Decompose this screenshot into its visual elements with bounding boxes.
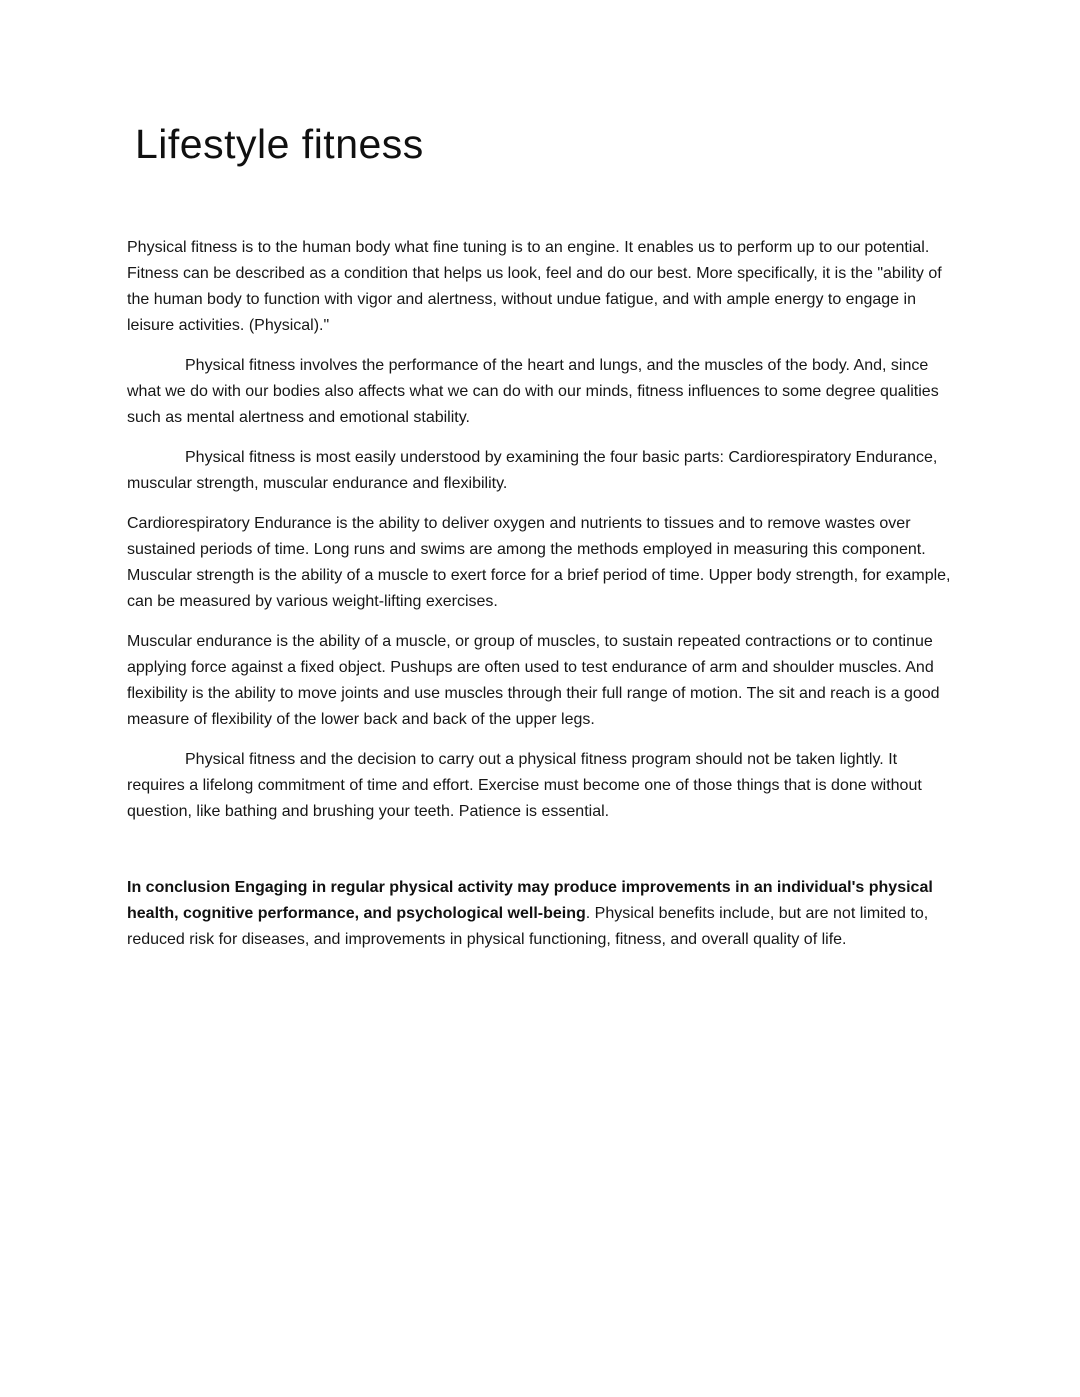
conclusion-bold-text: In conclusion Engaging in regular physical activity may produce improvements in an individual's physical health, cognitive performance, and psychological well-being [127,879,933,923]
paragraph-muscular-endurance: Muscular endurance is the ability of a muscle, or group of muscles, to sustain repeated contractions or to continue applying force against a fixed object. Pushups are often used to test endurance of arm and shoulder muscles. And flexibility is the ability to move joints and use muscles through their full range of motion. The sit and reach is a good measure of flexibility of the lower back and back of the upper legs. [127,633,940,729]
conclusion-regular-text: . Physical benefits include, but are not limited to, reduced risk for diseases, and improvements in physical functioning, fitness, and overall quality of life. [127,905,929,949]
paragraph-intro: Physical fitness is to the human body what fine tuning is to an engine. It enables us to perform up to our potential. Fitness can be described as a condition that helps us look, feel and do our best. More specifically, it is the "ability of the human body to function with vigor and alertness, without undue fatigue, and with ample energy to engage in leisure activities. (Physical)." [127,239,942,335]
conclusion-paragraph [127,875,953,953]
paragraph-four-basic-parts: Physical fitness is most easily understood by examining the four basic parts: Cardiorespiratory Endurance, muscular strength, muscular endurance and flexibility. [127,449,938,493]
paragraph-cardiorespiratory-endurance: Cardiorespiratory Endurance is the ability to deliver oxygen and nutrients to tissues and to remove wastes over sustained periods of time. Long runs and swims are among the methods employed in measuring this component. Muscular strength is the ability of a muscle to exert force for a brief period of time. Upper body strength, for example, can be measured by various weight-lifting exercises. [127,515,951,611]
paragraph-commitment: Physical fitness and the decision to carry out a physical fitness program should not be taken lightly. It requires a lifelong commitment of time and effort. Exercise must become one of those things that is done without question, like bathing and brushing your teeth. Patience is essential. [127,751,922,821]
paragraph-heart-lungs: Physical fitness involves the performance of the heart and lungs, and the muscles of the body. And, since what we do with our bodies also affects what we can do with our minds, fitness influences to some degree qualities such as mental alertness and emotional stability. [127,357,939,427]
document-title: Lifestyle fitness [135,121,424,167]
